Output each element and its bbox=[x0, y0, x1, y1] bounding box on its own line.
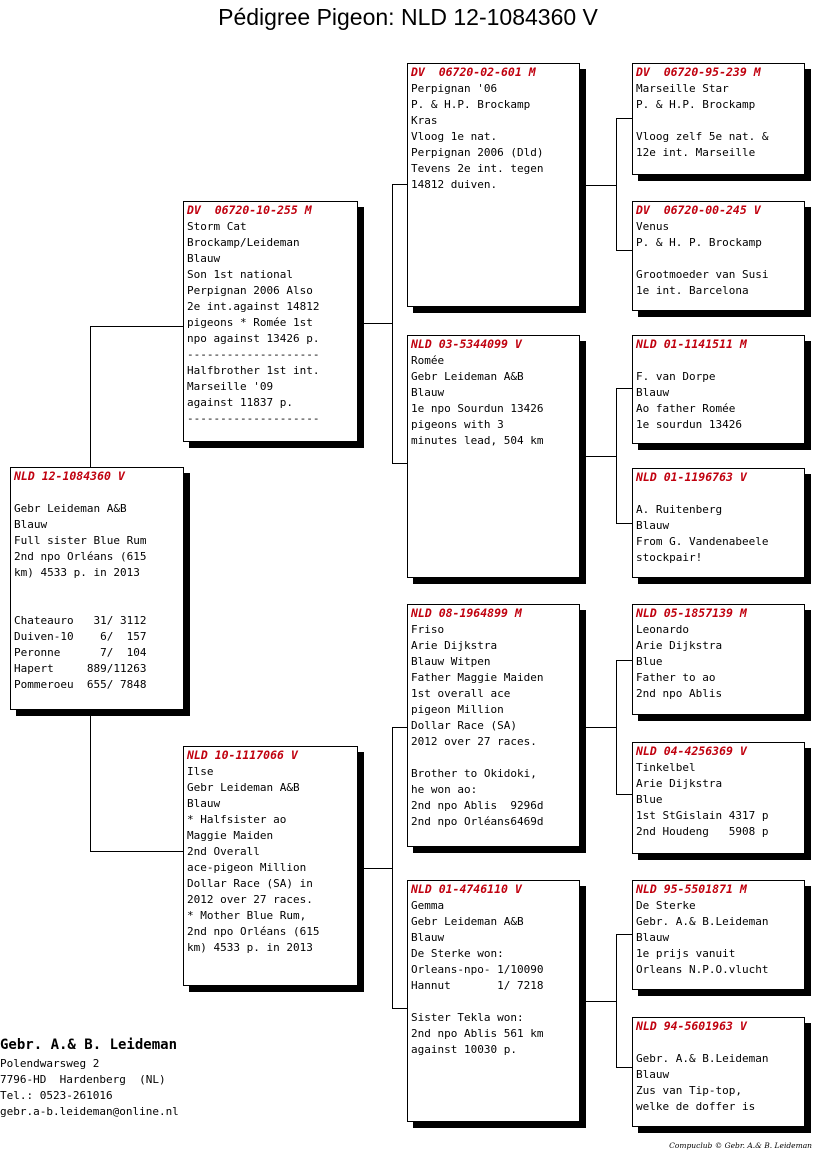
pedigree-line: Hapert 889/11263 bbox=[14, 662, 147, 675]
pedigree-card-ss-dam bbox=[632, 201, 805, 311]
pedigree-card-ds-dam bbox=[632, 742, 805, 854]
pedigree-line: Blauw bbox=[187, 252, 221, 265]
connector bbox=[616, 523, 633, 524]
pedigree-line: 1e npo Sourdun 13426 bbox=[411, 402, 544, 415]
pedigree-line: 14812 duiven. bbox=[411, 178, 498, 191]
pedigree-line: Full sister Blue Rum bbox=[14, 534, 147, 547]
pedigree-line: km) 4533 p. in 2013 bbox=[187, 941, 313, 954]
pedigree-card-sire bbox=[183, 201, 358, 442]
pedigree-line: 2nd npo Orléans (615 bbox=[187, 925, 320, 938]
pedigree-line: P. & H. P. Brockamp bbox=[636, 236, 762, 249]
pedigree-line: Tinkelbel bbox=[636, 761, 696, 774]
pedigree-line: Marseille Star bbox=[636, 82, 729, 95]
pedigree-line: Romée bbox=[411, 354, 445, 367]
pedigree-line: Chateauro 31/ 3112 bbox=[14, 614, 147, 627]
pedigree-line: * Halfsister ao bbox=[187, 813, 287, 826]
pedigree-line: F. van Dorpe bbox=[636, 370, 716, 383]
pedigree-line bbox=[636, 353, 801, 369]
pedigree-line: * Mother Blue Rum, bbox=[187, 909, 307, 922]
pedigree-card-subject bbox=[10, 467, 184, 710]
pedigree-line: A. Ruitenberg bbox=[636, 503, 723, 516]
connector bbox=[616, 118, 617, 250]
pedigree-line: Blauw bbox=[14, 518, 48, 531]
ring-number: DV 06720-00-245 V bbox=[636, 203, 761, 217]
pedigree-line: P. & H.P. Brockamp bbox=[411, 98, 531, 111]
pedigree-line: Gebr Leideman A&B bbox=[411, 915, 524, 928]
pedigree-line: Brother to Okidoki, bbox=[411, 767, 537, 780]
owner-email: gebr.a-b.leideman@online.nl bbox=[0, 1105, 179, 1118]
pedigree-line: Halfbrother 1st int. bbox=[187, 364, 320, 377]
pedigree-line: -------------------- bbox=[187, 412, 320, 425]
pedigree-line: Gebr Leideman A&B bbox=[187, 781, 300, 794]
ring-number: DV 06720-02-601 M bbox=[411, 65, 536, 79]
pedigree-line: Blauw Witpen bbox=[411, 655, 491, 668]
pedigree-line: Perpignan 2006 Also bbox=[187, 284, 313, 297]
pedigree-card-sire-sire bbox=[407, 63, 580, 307]
pedigree-line bbox=[14, 581, 180, 597]
pedigree-line: Blauw bbox=[411, 931, 445, 944]
ring-number: NLD 12-1084360 V bbox=[14, 469, 125, 483]
pedigree-line: Tevens 2e int. tegen bbox=[411, 162, 544, 175]
connector bbox=[586, 456, 616, 457]
connector bbox=[616, 388, 633, 389]
owner-phone: Tel.: 0523-261016 bbox=[0, 1089, 113, 1102]
pedigree-line bbox=[411, 750, 576, 766]
owner-address: Polendwarsweg 2 bbox=[0, 1057, 100, 1070]
ring-number: NLD 01-1196763 V bbox=[636, 470, 747, 484]
connector bbox=[90, 326, 91, 468]
pedigree-line: Dollar Race (SA) in bbox=[187, 877, 313, 890]
pedigree-line: Leonardo bbox=[636, 623, 689, 636]
ring-number: NLD 01-1141511 M bbox=[636, 337, 747, 351]
pedigree-line: Blue bbox=[636, 655, 663, 668]
pedigree-line bbox=[636, 113, 801, 129]
connector bbox=[90, 716, 91, 851]
pedigree-line: 2e int.against 14812 bbox=[187, 300, 320, 313]
pedigree-card-sd-sire bbox=[632, 335, 805, 444]
pedigree-line: Blauw bbox=[411, 386, 445, 399]
connector bbox=[616, 388, 617, 523]
pedigree-line: 1st overall ace bbox=[411, 687, 511, 700]
pedigree-line bbox=[14, 485, 180, 501]
pedigree-line bbox=[636, 1035, 801, 1051]
pedigree-line: stockpair! bbox=[636, 551, 703, 564]
pedigree-line: he won ao: bbox=[411, 783, 478, 796]
connector bbox=[616, 934, 633, 935]
connector bbox=[586, 727, 616, 728]
pedigree-line: Gebr Leideman A&B bbox=[14, 502, 127, 515]
pedigree-line: Gebr. A.& B.Leideman bbox=[636, 915, 769, 928]
pedigree-line: Dollar Race (SA) bbox=[411, 719, 517, 732]
pedigree-line: 2nd npo Orléans (615 bbox=[14, 550, 147, 563]
connector bbox=[616, 1067, 633, 1068]
pedigree-line: Peronne 7/ 104 bbox=[14, 646, 147, 659]
connector bbox=[616, 794, 633, 795]
ring-number: NLD 01-4746110 V bbox=[411, 882, 522, 896]
pedigree-card-dd-dam bbox=[632, 1017, 805, 1127]
pedigree-line: 2nd npo Ablis 561 km bbox=[411, 1027, 544, 1040]
pedigree-line: Arie Dijkstra bbox=[636, 639, 723, 652]
ring-number: NLD 10-1117066 V bbox=[187, 748, 298, 762]
pedigree-line bbox=[14, 597, 180, 613]
pedigree-line: welke de doffer is bbox=[636, 1100, 756, 1113]
ring-number: NLD 05-1857139 M bbox=[636, 606, 747, 620]
pedigree-line: Father to ao bbox=[636, 671, 716, 684]
pedigree-line: Maggie Maiden bbox=[187, 829, 274, 842]
pedigree-line: Gebr Leideman A&B bbox=[411, 370, 524, 383]
pedigree-card-ss-sire bbox=[632, 63, 805, 175]
pedigree-line: Orleans N.P.O.vlucht bbox=[636, 963, 769, 976]
pedigree-line: 2nd npo Ablis 9296d bbox=[411, 799, 544, 812]
ring-number: NLD 04-4256369 V bbox=[636, 744, 747, 758]
pedigree-line: Blauw bbox=[187, 797, 221, 810]
connector bbox=[616, 934, 617, 1067]
pedigree-line: Blauw bbox=[636, 1068, 670, 1081]
connector bbox=[392, 727, 393, 1008]
connector bbox=[392, 463, 407, 464]
pedigree-line bbox=[636, 486, 801, 502]
pedigree-line bbox=[411, 994, 576, 1010]
ring-number: DV 06720-10-255 M bbox=[187, 203, 312, 217]
pedigree-line: Blue bbox=[636, 793, 663, 806]
pedigree-line: Arie Dijkstra bbox=[636, 777, 723, 790]
pedigree-line: Gebr. A.& B.Leideman bbox=[636, 1052, 769, 1065]
pedigree-line: Son 1st national bbox=[187, 268, 293, 281]
pedigree-line: Blauw bbox=[636, 931, 670, 944]
connector bbox=[90, 851, 184, 852]
pedigree-line: P. & H.P. Brockamp bbox=[636, 98, 756, 111]
pedigree-line: pigeons with 3 bbox=[411, 418, 504, 431]
pedigree-line: 2nd Houdeng 5908 p bbox=[636, 825, 769, 838]
connector bbox=[364, 868, 392, 869]
pedigree-line: 2012 over 27 races. bbox=[187, 893, 313, 906]
connector bbox=[90, 326, 184, 327]
pedigree-line: against 11837 p. bbox=[187, 396, 293, 409]
pedigree-line: Hannut 1/ 7218 bbox=[411, 979, 544, 992]
pedigree-line: Gemma bbox=[411, 899, 445, 912]
owner-name: Gebr. A.& B. Leideman bbox=[0, 1037, 178, 1053]
pedigree-line: pigeon Million bbox=[411, 703, 504, 716]
pedigree-card-sd-dam bbox=[632, 468, 805, 578]
pedigree-line: De Sterke won: bbox=[411, 947, 504, 960]
pedigree-line: De Sterke bbox=[636, 899, 696, 912]
pedigree-line: Duiven-10 6/ 157 bbox=[14, 630, 147, 643]
pedigree-line: 12e int. Marseille bbox=[636, 146, 756, 159]
pedigree-card-dam-dam bbox=[407, 880, 580, 1122]
pedigree-line: Grootmoeder van Susi bbox=[636, 268, 769, 281]
ring-number: NLD 94-5601963 V bbox=[636, 1019, 747, 1033]
pedigree-line: 2nd npo Orléans6469d bbox=[411, 815, 544, 828]
connector bbox=[364, 323, 392, 324]
pedigree-line: Vloog zelf 5e nat. & bbox=[636, 130, 769, 143]
pedigree-card-dam bbox=[183, 746, 358, 986]
pedigree-card-dam-sire bbox=[407, 604, 580, 847]
owner-city: 7796-HD Hardenberg (NL) bbox=[0, 1073, 166, 1086]
connector bbox=[586, 185, 616, 186]
pedigree-line: From G. Vandenabeele bbox=[636, 535, 769, 548]
connector bbox=[392, 1008, 407, 1009]
ring-number: NLD 08-1964899 M bbox=[411, 606, 522, 620]
connector bbox=[586, 1001, 616, 1002]
pedigree-line: Ao father Romée bbox=[636, 402, 736, 415]
pedigree-line: Friso bbox=[411, 623, 445, 636]
pedigree-card-ds-sire bbox=[632, 604, 805, 715]
pedigree-line: Arie Dijkstra bbox=[411, 639, 498, 652]
pedigree-line: Sister Tekla won: bbox=[411, 1011, 524, 1024]
pedigree-line: 1e sourdun 13426 bbox=[636, 418, 742, 431]
pedigree-line: ace-pigeon Million bbox=[187, 861, 307, 874]
pedigree-line: minutes lead, 504 km bbox=[411, 434, 544, 447]
connector bbox=[392, 184, 393, 463]
pedigree-line: npo against 13426 p. bbox=[187, 332, 320, 345]
pedigree-line: Marseille '09 bbox=[187, 380, 274, 393]
pedigree-line: -------------------- bbox=[187, 348, 320, 361]
pedigree-line: 1st StGislain 4317 p bbox=[636, 809, 769, 822]
pedigree-line: Blauw bbox=[636, 386, 670, 399]
pedigree-card-sire-dam bbox=[407, 335, 580, 578]
pedigree-line bbox=[636, 251, 801, 267]
pedigree-line: Ilse bbox=[187, 765, 214, 778]
pedigree-line: km) 4533 p. in 2013 bbox=[14, 566, 140, 579]
ring-number: DV 06720-95-239 M bbox=[636, 65, 761, 79]
pedigree-line: Brockamp/Leideman bbox=[187, 236, 300, 249]
pedigree-line: 1e prijs vanuit bbox=[636, 947, 736, 960]
pedigree-line: Kras bbox=[411, 114, 438, 127]
pedigree-line: Venus bbox=[636, 220, 670, 233]
connector bbox=[616, 118, 633, 119]
pedigree-line: Father Maggie Maiden bbox=[411, 671, 544, 684]
pedigree-line: Perpignan '06 bbox=[411, 82, 498, 95]
ring-number: NLD 95-5501871 M bbox=[636, 882, 747, 896]
footer-credit: Compuclub © Gebr. A.& B. Leideman bbox=[669, 1141, 812, 1150]
connector bbox=[616, 660, 633, 661]
pedigree-card-dd-sire bbox=[632, 880, 805, 990]
pedigree-line: Pommeroeu 655/ 7848 bbox=[14, 678, 147, 691]
connector bbox=[392, 727, 407, 728]
pedigree-line: Perpignan 2006 (Dld) bbox=[411, 146, 544, 159]
pedigree-line: Storm Cat bbox=[187, 220, 247, 233]
pedigree-line: against 10030 p. bbox=[411, 1043, 517, 1056]
pedigree-line: 2012 over 27 races. bbox=[411, 735, 537, 748]
connector bbox=[616, 660, 617, 794]
pedigree-line: Zus van Tip-top, bbox=[636, 1084, 742, 1097]
pedigree-line: Orleans-npo- 1/10090 bbox=[411, 963, 544, 976]
pedigree-line: Blauw bbox=[636, 519, 670, 532]
owner-info bbox=[0, 1036, 179, 1120]
connector bbox=[392, 184, 407, 185]
page-title: Pédigree Pigeon: NLD 12-1084360 V bbox=[218, 4, 598, 30]
ring-number: NLD 03-5344099 V bbox=[411, 337, 522, 351]
pedigree-line: 1e int. Barcelona bbox=[636, 284, 749, 297]
pedigree-line: 2nd Overall bbox=[187, 845, 260, 858]
pedigree-line: pigeons * Romée 1st bbox=[187, 316, 313, 329]
pedigree-line: Vloog 1e nat. bbox=[411, 130, 498, 143]
pedigree-line: 2nd npo Ablis bbox=[636, 687, 723, 700]
connector bbox=[616, 250, 633, 251]
